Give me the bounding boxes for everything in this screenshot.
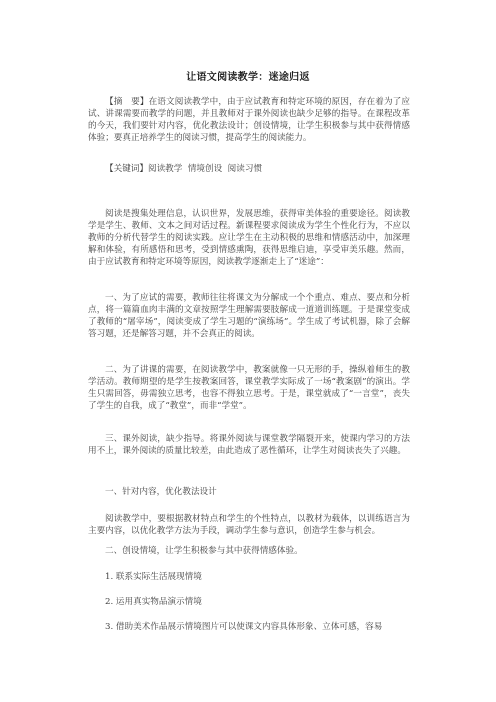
list-item-3: 3. 借助美术作品展示情境图片可以使课文内容具体形象、立体可感，容易 (105, 622, 383, 632)
abstract-text: 在语文阅读教学中，由于应试教育和特定环境的原因，存在着为了应试、讲课需要而教学的问题，并且教师对于课外阅读也缺少足够的指导。在课程改革的今天，我们要针对内容，优化教法设计；创设情境，让学生积极参与其中获得情感体验；要真正培养学生的阅读习惯，提高学生的阅读能力。 (88, 97, 410, 143)
body-paragraph-problem-3: 三、课外阅读，缺少指导。将课外阅读与课堂教学隔裂开来，使课内学习的方法用不上，课外阅读的质量比较差，由此造成了恶性循环，让学生对阅读丧失了兴趣。 (88, 434, 410, 456)
list-item-2: 2. 运用真实物品演示情境 (105, 597, 202, 607)
section-heading-1: 一、针对内容，优化教法设计 (105, 487, 217, 497)
keywords-text: 阅读教学 情境创设 阅读习惯 (147, 164, 263, 174)
abstract-paragraph (88, 96, 410, 144)
keywords-label: 【关键词】 (105, 164, 148, 174)
section-heading-2: 二、创设情境，让学生积极参与其中获得情感体验。 (105, 546, 303, 556)
keywords-paragraph (88, 163, 410, 175)
body-paragraph-problem-1: 一、为了应试的需要，教师往往将课文为分解成一个个重点、难点、要点和分析点，将一篇篇血肉丰满的文章按照学生理解需要肢解成一道道训练题。于是课堂变成了教师的“屠宰场”，阅读变成了学生习题的“演练场”。学生成了考试机器，除了会解答习题，还是解答习题，并不会真正的阅读。 (88, 293, 410, 339)
abstract-label: 【摘 要】 (105, 97, 149, 107)
list-item-1: 1. 联系实际生活展现情境 (105, 572, 202, 582)
page-title: 让语文阅读教学：迷途归返 (186, 72, 310, 83)
body-paragraph-intro: 阅读是搜集处理信息，认识世界，发展思维，获得审美体验的重要途径。阅读教学是学生、教师、文本之间对话过程。新课程要求阅读成为学生个性化行为，不应以教师的分析代替学生的阅读实践。应让学生在主动积极的思维和情感活动中，加深理解和体验，有所感悟和思考，受到情感熏陶，获得思维启迪，享受审美乐趣。然而，由于应试教育和特定环境等原因，阅读教学逐渐走上了“迷途”： (88, 209, 410, 267)
body-paragraph-method-1: 阅读教学中，要根据教材特点和学生的个性特点，以教材为载体，以训练语言为主要内容，以优化教学方法为手段，调动学生参与意识，创造学生参与机会。 (88, 514, 410, 536)
body-paragraph-problem-2: 二、为了讲课的需要，在阅读教学中，教案就像一只无形的手，操纵着师生的教学活动。教师期望的是学生按教案回答，课堂教学实际成了一场“教案剧”的演出。学生只需回答，毋需独立思考，也容不得独立思考。于是，课堂就成了“一言堂”，丧失了学生的自我，成了“教堂”，而非“学堂”。 (88, 365, 410, 411)
